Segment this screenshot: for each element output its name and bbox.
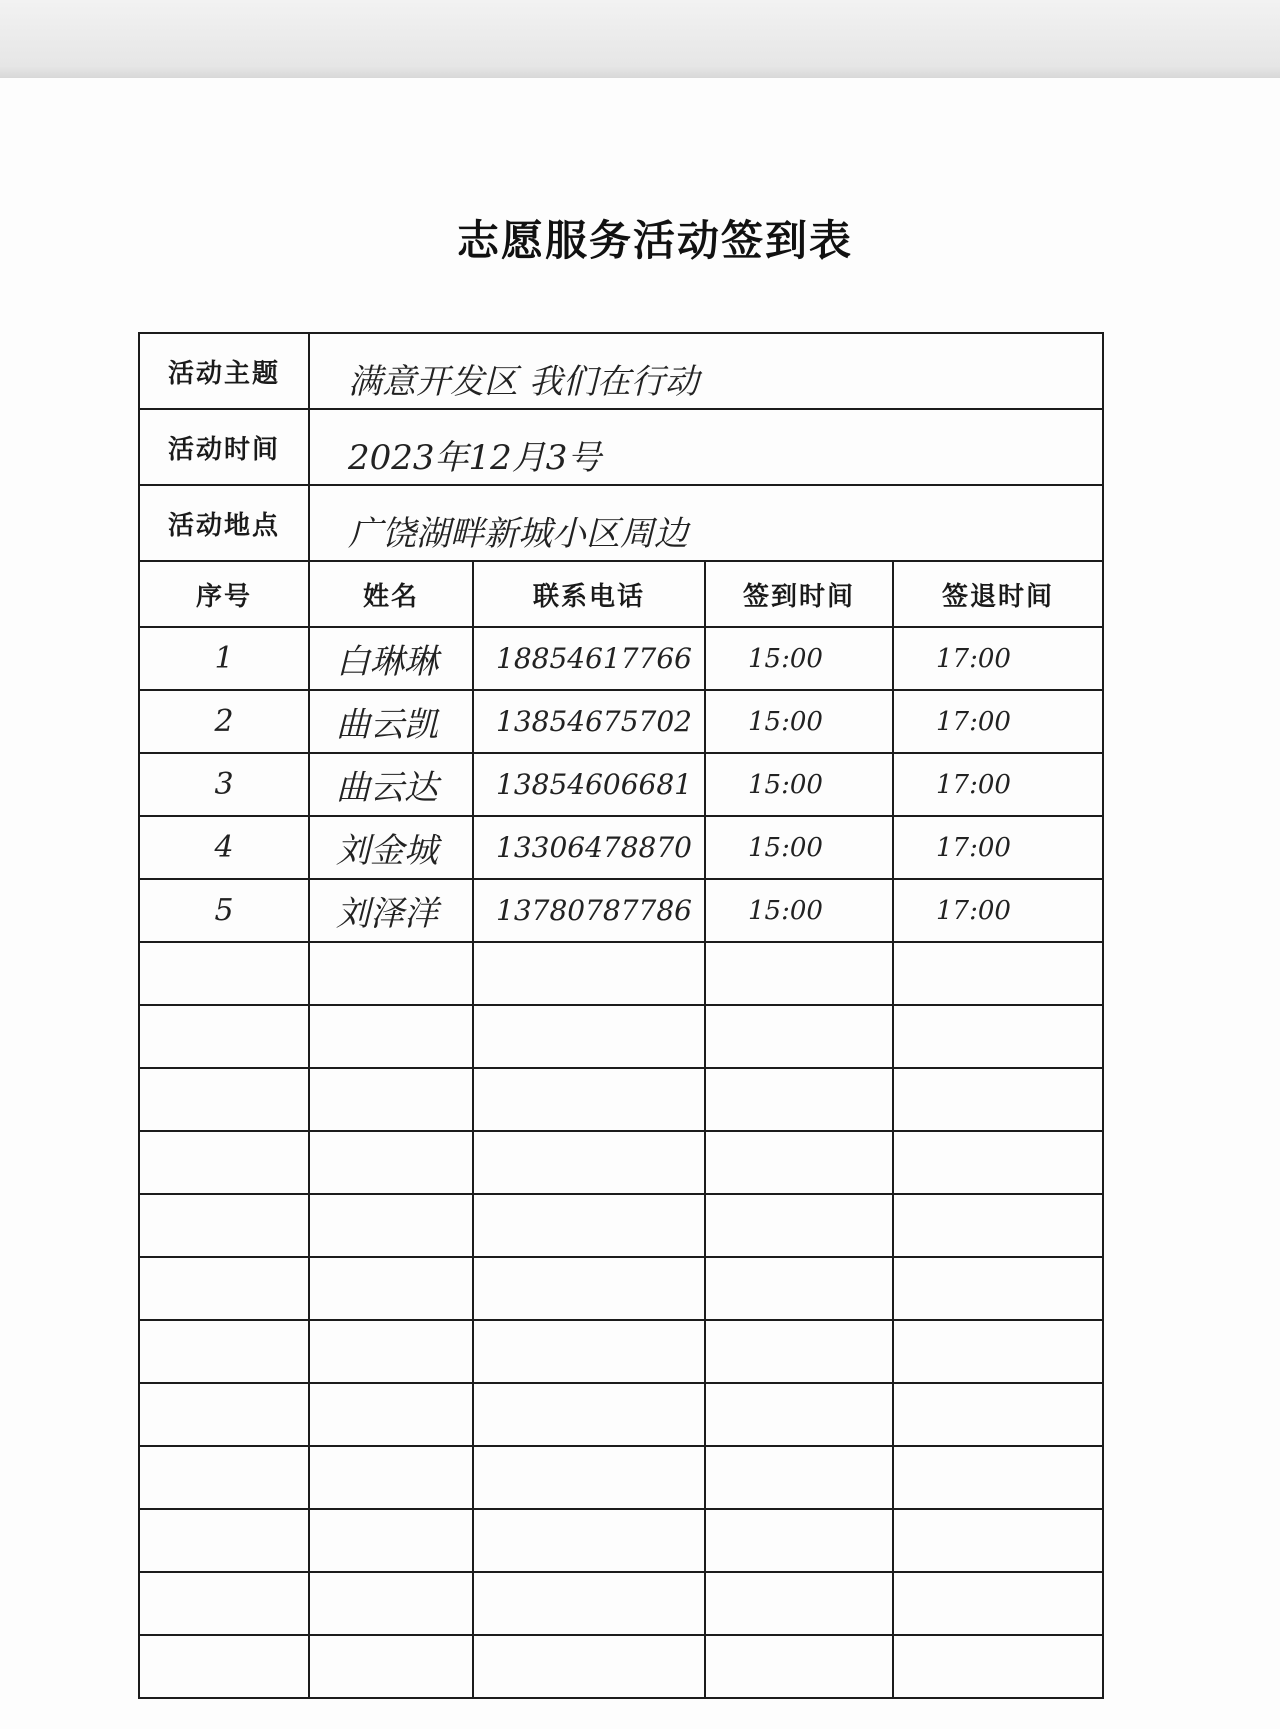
empty-cell (473, 1383, 705, 1446)
empty-cell (473, 1446, 705, 1509)
empty-cell (893, 1635, 1103, 1698)
info-row-time (139, 409, 1103, 485)
document-title: 志愿服务活动签到表 (456, 216, 853, 265)
empty-cell (309, 1509, 473, 1572)
empty-cell (309, 1005, 473, 1068)
row-phone: 18854617766 (473, 627, 705, 690)
row-number: 1 (139, 627, 309, 690)
empty-cell (893, 1068, 1103, 1131)
empty-cell (139, 1509, 309, 1572)
row-name: 刘泽洋 (309, 879, 473, 942)
row-phone: 13854606681 (473, 753, 705, 816)
row-name: 曲云凯 (309, 690, 473, 753)
empty-cell (705, 942, 893, 1005)
column-header: 序号 (139, 561, 309, 627)
empty-table-row (139, 1383, 1103, 1446)
row-sign-in-time: 15:00 (705, 627, 893, 690)
empty-cell (705, 1509, 893, 1572)
empty-cell (473, 1068, 705, 1131)
empty-cell (893, 1005, 1103, 1068)
row-number: 3 (139, 753, 309, 816)
empty-cell (893, 1509, 1103, 1572)
info-value-time: 2023年12月3号 (309, 409, 1103, 485)
empty-cell (705, 1383, 893, 1446)
row-phone: 13854675702 (473, 690, 705, 753)
empty-table-row (139, 1257, 1103, 1320)
empty-cell (893, 1572, 1103, 1635)
row-number: 4 (139, 816, 309, 879)
empty-cell (139, 1068, 309, 1131)
empty-cell (309, 1320, 473, 1383)
empty-cell (139, 1572, 309, 1635)
table-row (139, 753, 1103, 816)
empty-cell (309, 1446, 473, 1509)
info-label: 活动时间 (139, 409, 309, 485)
empty-cell (473, 1635, 705, 1698)
row-sign-out-time: 17:00 (893, 627, 1103, 690)
column-header-row (139, 561, 1103, 627)
column-header: 签退时间 (893, 561, 1103, 627)
empty-cell (893, 942, 1103, 1005)
empty-table-row (139, 1635, 1103, 1698)
info-label: 活动地点 (139, 485, 309, 561)
info-value-theme: 满意开发区 我们在行动 (309, 333, 1103, 409)
row-phone: 13780787786 (473, 879, 705, 942)
empty-cell (473, 1320, 705, 1383)
row-sign-out-time: 17:00 (893, 879, 1103, 942)
viewer-top-bar (0, 0, 1280, 78)
empty-cell (139, 1383, 309, 1446)
empty-cell (309, 1572, 473, 1635)
table-row (139, 627, 1103, 690)
empty-cell (705, 1635, 893, 1698)
empty-table-row (139, 1446, 1103, 1509)
empty-cell (705, 1068, 893, 1131)
row-sign-out-time: 17:00 (893, 753, 1103, 816)
empty-cell (705, 1194, 893, 1257)
row-number: 2 (139, 690, 309, 753)
table-body (139, 627, 1103, 1698)
row-phone: 13306478870 (473, 816, 705, 879)
empty-cell (893, 1131, 1103, 1194)
empty-cell (309, 1635, 473, 1698)
row-sign-out-time: 17:00 (893, 690, 1103, 753)
empty-table-row (139, 1509, 1103, 1572)
empty-cell (309, 1131, 473, 1194)
empty-cell (705, 1005, 893, 1068)
empty-cell (705, 1320, 893, 1383)
row-sign-in-time: 15:00 (705, 879, 893, 942)
empty-cell (705, 1257, 893, 1320)
table-row (139, 690, 1103, 753)
empty-cell (893, 1257, 1103, 1320)
empty-cell (139, 1194, 309, 1257)
empty-cell (309, 1194, 473, 1257)
empty-cell (309, 1068, 473, 1131)
row-name: 曲云达 (309, 753, 473, 816)
empty-cell (473, 942, 705, 1005)
sign-in-table (138, 332, 1104, 1699)
empty-cell (705, 1446, 893, 1509)
info-label: 活动主题 (139, 333, 309, 409)
empty-table-row (139, 1005, 1103, 1068)
row-sign-in-time: 15:00 (705, 816, 893, 879)
empty-cell (309, 942, 473, 1005)
empty-cell (705, 1572, 893, 1635)
empty-cell (893, 1446, 1103, 1509)
empty-cell (139, 1131, 309, 1194)
empty-cell (893, 1194, 1103, 1257)
column-header: 联系电话 (473, 561, 705, 627)
empty-cell (473, 1005, 705, 1068)
row-name: 刘金城 (309, 816, 473, 879)
empty-table-row (139, 1068, 1103, 1131)
info-row-place (139, 485, 1103, 561)
empty-cell (309, 1257, 473, 1320)
empty-cell (139, 942, 309, 1005)
empty-cell (139, 1005, 309, 1068)
empty-cell (473, 1509, 705, 1572)
info-value-place: 广饶湖畔新城小区周边 (309, 485, 1103, 561)
row-number: 5 (139, 879, 309, 942)
empty-table-row (139, 1572, 1103, 1635)
empty-table-row (139, 942, 1103, 1005)
empty-cell (473, 1194, 705, 1257)
empty-cell (139, 1257, 309, 1320)
empty-table-row (139, 1194, 1103, 1257)
column-header: 签到时间 (705, 561, 893, 627)
empty-cell (139, 1446, 309, 1509)
row-sign-in-time: 15:00 (705, 690, 893, 753)
empty-cell (139, 1320, 309, 1383)
empty-cell (473, 1572, 705, 1635)
empty-cell (139, 1635, 309, 1698)
column-header: 姓名 (309, 561, 473, 627)
empty-cell (309, 1383, 473, 1446)
empty-cell (705, 1131, 893, 1194)
info-row-theme (139, 333, 1103, 409)
row-sign-out-time: 17:00 (893, 816, 1103, 879)
empty-cell (473, 1257, 705, 1320)
empty-cell (893, 1320, 1103, 1383)
empty-cell (893, 1383, 1103, 1446)
empty-cell (473, 1131, 705, 1194)
empty-table-row (139, 1131, 1103, 1194)
row-sign-in-time: 15:00 (705, 753, 893, 816)
table-row (139, 816, 1103, 879)
table-row (139, 879, 1103, 942)
empty-table-row (139, 1320, 1103, 1383)
row-name: 白琳琳 (309, 627, 473, 690)
